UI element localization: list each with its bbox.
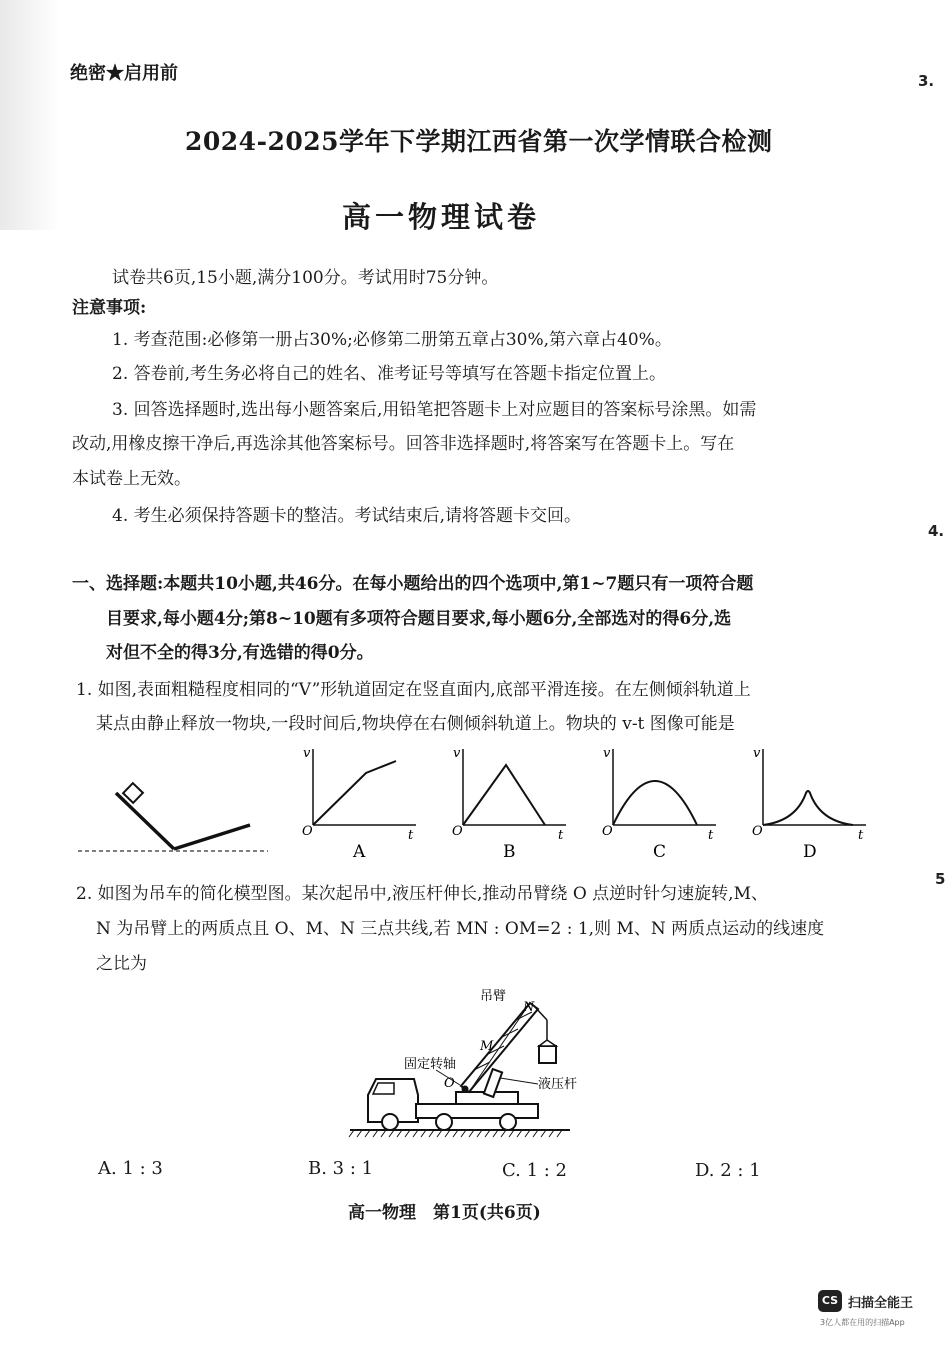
edge-mark-1: 3. (918, 72, 935, 90)
note-4: 4. 考生必须保持答题卡的整洁。考试结束后,请将答题卡交回。 (112, 506, 582, 526)
exam-info: 试卷共6页,15小题,满分100分。考试用时75分钟。 (112, 268, 499, 288)
section1-line2: 目要求,每小题4分;第8~10题有多项符合题目要求,每小题6分,全部选对的得6分,选 (106, 609, 732, 629)
graph-A-label: A (353, 842, 366, 860)
notes-heading: 注意事项: (72, 298, 147, 318)
secret-label: 绝密★启用前 (70, 63, 178, 84)
note-3-line1: 3. 回答选择题时,选出每小题答案后,用铅笔把答题卡上对应题目的答案标号涂黑。如需 (112, 400, 757, 420)
q2-option-a[interactable]: A. 1 : 3 (98, 1158, 163, 1179)
graph-D-curve (763, 791, 853, 825)
note-3-line3: 本试卷上无效。 (72, 469, 191, 489)
graph-B-curve (463, 765, 545, 825)
section1-line1: 一、选择题:本题共10小题,共46分。在每小题给出的四个选项中,第1~7题只有一项符合题 (72, 574, 754, 594)
label-n: N (523, 1000, 535, 1015)
q2-option-b[interactable]: B. 3 : 1 (308, 1158, 374, 1179)
graph-B-label: B (503, 842, 516, 860)
note-2: 2. 答卷前,考生务必将自己的姓名、准考证号等填写在答题卡指定位置上。 (112, 364, 667, 384)
graph-B-origin: O (452, 824, 463, 839)
label-axis: 固定转轴 (404, 1057, 457, 1072)
q2-line3: 之比为 (96, 954, 147, 974)
graph-D-origin: O (752, 824, 763, 839)
scanner-logo-text: CS (821, 1294, 839, 1307)
graph-D (748, 745, 873, 860)
graph-A-curve (313, 761, 396, 825)
graph-C-origin: O (602, 824, 613, 839)
label-o: O (444, 1076, 455, 1091)
crane-figure (348, 982, 578, 1144)
edge-mark-2: 4. (928, 522, 945, 540)
section1-line3: 对但不全的得3分,有选错的得0分。 (106, 643, 374, 663)
graph-C-label: C (653, 842, 667, 860)
scan-shadow (0, 0, 60, 230)
edge-mark-3: 5 (935, 870, 946, 888)
label-m: M (480, 1039, 494, 1054)
q2-line1: 2. 如图为吊车的简化模型图。某次起吊中,液压杆伸长,推动吊臂绕 O 点逆时针匀速旋转,M、 (76, 884, 768, 904)
v-track-figure (78, 778, 278, 858)
subject-title: 高一物理试卷 (342, 200, 541, 234)
page-footer: 高一物理 第1页(共6页) (348, 1203, 541, 1223)
graph-C-curve (613, 781, 697, 825)
graph-C-v-label: v (603, 746, 611, 761)
q2-line2: N 为吊臂上的两质点且 O、M、N 三点共线,若 MN : OM=2 : 1,则 M、N 两质点运动的线速度 (96, 919, 825, 939)
graph-A-v-label: v (303, 746, 311, 761)
graph-D-v-label: v (753, 746, 761, 761)
graph-B-t-label: t (558, 828, 564, 843)
note-1: 1. 考查范围:必修第一册占30%;必修第二册第五章占30%,第六章占40%。 (112, 330, 672, 350)
q2-option-d[interactable]: D. 2 : 1 (695, 1160, 761, 1181)
graph-B-v-label: v (453, 746, 461, 761)
graph-D-t-label: t (858, 828, 864, 843)
scanner-name: 扫描全能王 (848, 1296, 914, 1311)
graph-C-t-label: t (708, 828, 714, 843)
graph-A-t-label: t (408, 828, 414, 843)
graph-A-origin: O (302, 824, 313, 839)
graph-B (448, 745, 573, 860)
note-3-line2: 改动,用橡皮擦干净后,再选涂其他答案标号。回答非选择题时,将答案写在答题卡上。写在 (72, 434, 735, 454)
graph-D-label: D (803, 842, 817, 860)
graph-A (298, 745, 423, 860)
scanner-sub: 3亿人都在用的扫描App (820, 1318, 905, 1327)
label-boom: 吊臂 (480, 989, 507, 1004)
exam-title: 2024-2025学年下学期江西省第一次学情联合检测 (185, 127, 773, 156)
graph-C (598, 745, 723, 860)
scanner-logo (818, 1290, 842, 1312)
label-rod: 液压杆 (538, 1077, 578, 1092)
q2-option-c[interactable]: C. 1 : 2 (502, 1160, 567, 1181)
q1-line2: 某点由静止释放一物块,一段时间后,物块停在右侧倾斜轨道上。物块的 v-t 图像可能是 (96, 714, 735, 734)
q1-line1: 1. 如图,表面粗糙程度相同的“V”形轨道固定在竖直面内,底部平滑连接。在左侧倾斜轨道上 (76, 680, 751, 700)
